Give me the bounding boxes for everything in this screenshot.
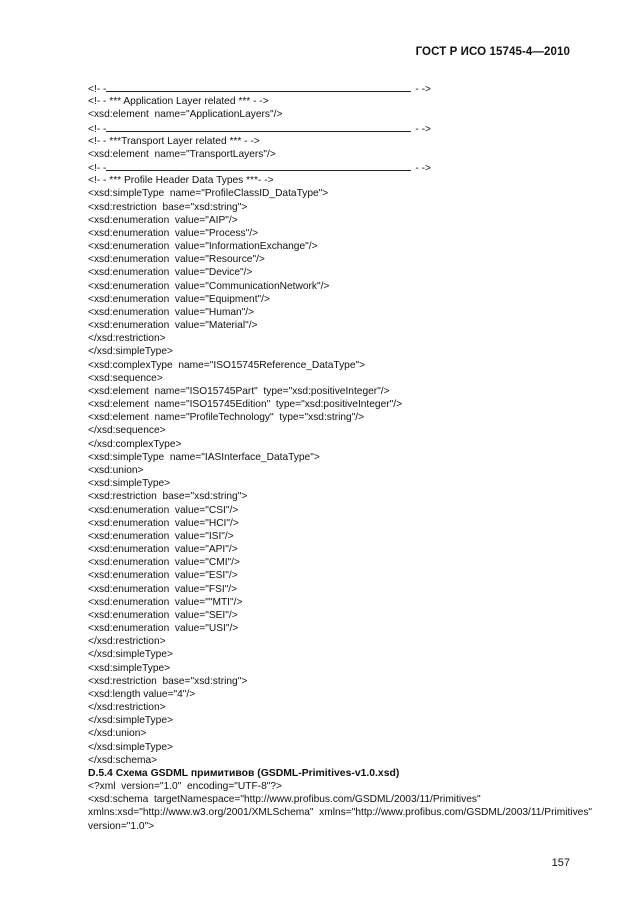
code-line: <xsd:enumeration value="Material"/> [88, 320, 258, 332]
code-line: <xsd:restriction base="xsd:string"> [88, 675, 248, 687]
code-line: <xsd:enumeration value="ESI"/> [88, 570, 238, 582]
code-line: <xsd:enumeration value="USI"/> [88, 623, 239, 635]
code-line: <xsd:simpleType> [88, 662, 171, 674]
code-line: </xsd:schema> [88, 754, 158, 766]
code-line: <xsd:element name="ProfileTechnology" type="xsd:string"/> [88, 412, 365, 424]
code-line: <xsd:enumeration value=""MTI"/> [88, 596, 243, 608]
code-listing [88, 82, 593, 833]
code-line: <!- - *** Application Layer related *** - -> [88, 96, 269, 108]
code-line: <xsd:element name="TransportLayers"/> [88, 148, 276, 160]
code-line: <!- - ***Transport Layer related *** - -> [88, 135, 260, 147]
code-line: </xsd:simpleType> [88, 346, 173, 358]
code-line: <xsd:simpleType name="ProfileClassID_DataType"> [88, 188, 329, 200]
code-line: <xsd:length value="4"/> [88, 688, 196, 700]
separator-rule [106, 161, 411, 171]
comment-separator-line [88, 122, 568, 135]
code-line: </xsd:restriction> [88, 636, 166, 648]
code-line: <xsd:enumeration value="API"/> [88, 544, 238, 556]
section-heading: D.5.4 Схема GSDML примитивов (GSDML-Primitives-v1.0.xsd) [88, 767, 400, 779]
code-line: <xsd:simpleType> [88, 478, 171, 490]
code-line: <xsd:sequence> [88, 372, 163, 384]
code-line: <xsd:enumeration value="Process"/> [88, 227, 259, 239]
code-line: <xsd:enumeration value="SEI"/> [88, 609, 238, 621]
comment-close: - -> [415, 123, 431, 135]
code-line: <xsd:enumeration value="HCI"/> [88, 517, 239, 529]
code-line: </xsd:simpleType> [88, 649, 173, 661]
code-line: <xsd:schema targetNamespace="http://www.profibus.com/GSDML/2003/11/Primitives" [88, 794, 481, 806]
code-line: <xsd:enumeration value="Equipment"/> [88, 293, 270, 305]
code-line: </xsd:union> [88, 728, 147, 740]
code-line: <xsd:element name="ISO15745Edition" type="xsd:positiveInteger"/> [88, 399, 403, 411]
code-line: </xsd:restriction> [88, 333, 166, 345]
code-line: <!- - *** Profile Header Data Types ***- -> [88, 175, 274, 187]
code-line: </xsd:sequence> [88, 425, 166, 437]
code-line: <xsd:complexType name="ISO15745Reference_DataType"> [88, 359, 366, 371]
code-line: <xsd:enumeration value="AIP"/> [88, 214, 238, 226]
code-line: </xsd:simpleType> [88, 715, 173, 727]
comment-open: <!- - [88, 163, 107, 175]
comment-separator-line [88, 161, 568, 174]
separator-rule [106, 82, 411, 92]
code-line: <xsd:enumeration value="Resource"/> [88, 254, 265, 266]
code-line: <xsd:restriction base="xsd:string"> [88, 491, 248, 503]
code-line: <xsd:simpleType name="IASInterface_DataType"> [88, 451, 320, 463]
code-line: <xsd:enumeration value="CommunicationNetwork"/> [88, 280, 330, 292]
document-header: ГОСТ Р ИСО 15745-4—2010 [415, 46, 570, 58]
code-line: <xsd:enumeration value="ISI"/> [88, 530, 234, 542]
comment-open: <!- - [88, 123, 107, 135]
code-line: <xsd:element name="ISO15745Part" type="xsd:positiveInteger"/> [88, 385, 390, 397]
code-line: <xsd:enumeration value="Human"/> [88, 306, 255, 318]
code-line: <xsd:enumeration value="CSI"/> [88, 504, 239, 516]
comment-open: <!- - [88, 84, 107, 95]
code-line: </xsd:simpleType> [88, 741, 173, 753]
code-line: <xsd:enumeration value="InformationExchange"/> [88, 241, 318, 253]
code-line: version="1.0"> [88, 820, 155, 832]
code-line: </xsd:complexType> [88, 438, 182, 450]
code-line: <xsd:enumeration value="Device"/> [88, 267, 253, 279]
code-line: <xsd:enumeration value="CMI"/> [88, 557, 240, 569]
comment-close: - -> [415, 84, 431, 95]
code-line: xmlns:xsd="http://www.w3.org/2001/XMLSchema" xmlns="http://www.profibus.com/GSDML/2003/11/Primitives" [88, 807, 593, 819]
code-line: <xsd:restriction base="xsd:string"> [88, 201, 248, 213]
code-line: <xsd:enumeration value="FSI"/> [88, 583, 238, 595]
comment-close: - -> [415, 163, 431, 175]
code-line: <xsd:element name="ApplicationLayers"/> [88, 109, 283, 121]
code-line: <?xml version="1.0" encoding="UTF-8"?> [88, 781, 282, 793]
page-number: 157 [551, 857, 570, 869]
comment-separator-line [88, 82, 568, 95]
code-line: </xsd:restriction> [88, 702, 166, 714]
code-line: <xsd:union> [88, 464, 144, 476]
separator-rule [106, 122, 411, 132]
